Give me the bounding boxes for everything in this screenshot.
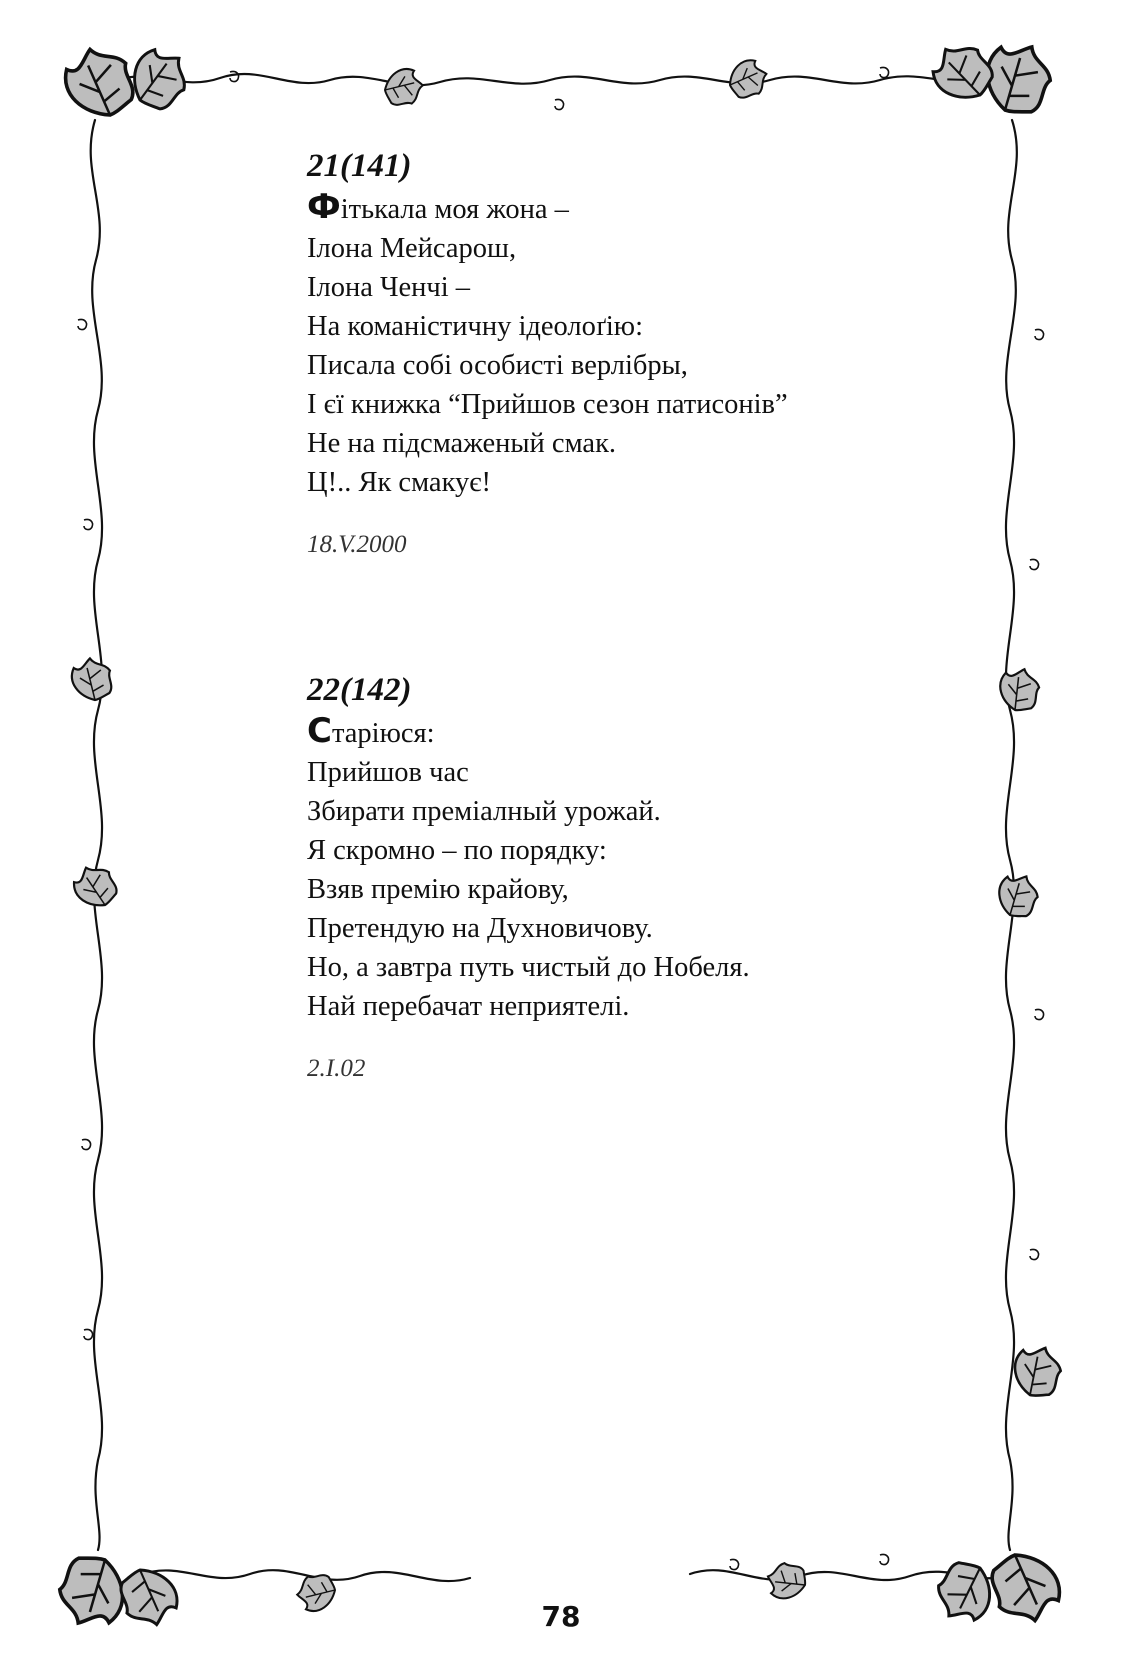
poem-first-line — [307, 712, 750, 753]
poem-line: Ц!.. Як смакує! — [307, 467, 491, 498]
poem-line: Но, а завтра путь чистый до Нобеля. — [307, 952, 750, 983]
poem-21 — [307, 146, 788, 560]
poem-date: 2.I.02 — [307, 1055, 366, 1082]
poem-line: Писала собі особисті верлібры, — [307, 350, 688, 381]
poem-line: Ілона Мейсарош, — [307, 233, 517, 264]
poem-line: Прийшов час — [307, 757, 469, 788]
drop-initial: Ф — [307, 187, 341, 227]
first-line-text: таріюся: — [331, 718, 435, 749]
first-line-text: ітькала моя жона – — [340, 194, 569, 225]
poem-line: Най перебачат неприятелі. — [307, 991, 630, 1022]
poem-number: 22(142) — [307, 672, 412, 708]
page-number: 78 — [541, 1600, 581, 1633]
drop-initial: С — [307, 711, 332, 751]
poem-line: Взяв премію крайову, — [307, 874, 569, 905]
poem-line: На команістичну ідеолоґію: — [307, 311, 643, 342]
poem-line: І єї книжка “Прийшов сезон патисонів” — [307, 389, 788, 420]
poem-line: Ілона Ченчі – — [307, 272, 471, 303]
poem-first-line — [307, 188, 788, 229]
poem-line: Претендую на Духновичову. — [307, 913, 653, 944]
poem-line: Я скромно – по порядку: — [307, 835, 607, 866]
poem-number: 21(141) — [307, 148, 412, 184]
poem-22 — [307, 670, 750, 1084]
poem-line: Збирати преміалный урожай. — [307, 796, 661, 827]
poem-line: Не на підсмаженый смак. — [307, 428, 617, 459]
poem-date: 18.V.2000 — [307, 531, 407, 558]
